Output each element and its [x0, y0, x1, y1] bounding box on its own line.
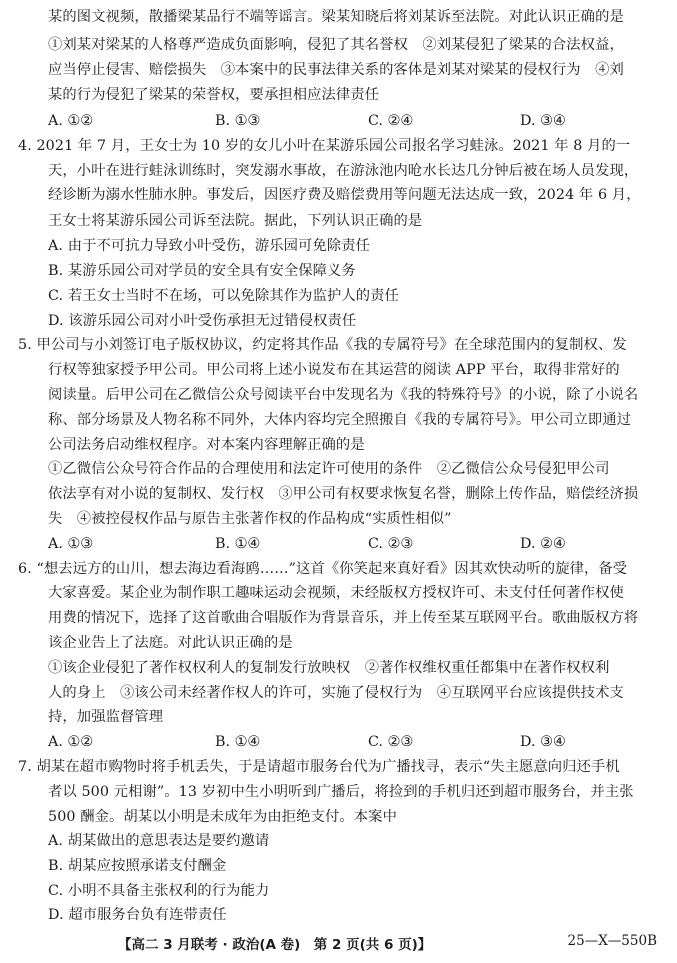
question-stem-line: 公司法务启动维权程序。对本案内容理解正确的是 [48, 437, 365, 453]
option-b: B. ①③ [215, 113, 261, 129]
question-stem-line: 经诊断为溺水性肺水肿。事发后，因医疗费及赔偿费用等问题无法达成一致，2024 年 6 月， [48, 187, 641, 203]
option-c: C. ②③ [368, 734, 414, 750]
option-a: A. 由于不可抗力导致小叶受伤，游乐园可免除责任 [48, 238, 371, 254]
question-stem-line: 6. “想去远方的山川，想去海边看海鸥……”这首《你笑起来真好看》因其欢快动听的旋律，备受 [18, 561, 628, 577]
option-d: D. ③④ [520, 113, 566, 129]
question-stem-line: 行权等独家授予甲公司。甲公司将上述小说发布在其运营的阅读 APP 平台，取得非常好的 [48, 362, 620, 378]
text-line: 应当停止侵害、赔偿损失 ③本案中的民事法律关系的客体是刘某对梁某的侵权行为 ④刘 [48, 62, 624, 78]
option-d: D. ③④ [520, 734, 566, 750]
question-stem-line: 阅读量。后甲公司在乙微信公众号阅读平台中发现名为《我的特殊符号》的小说，除了小说名 [48, 387, 639, 403]
question-stem-line: 大家喜爱。某企业为制作职工趣味运动会视频，未经版权方授权许可、未支付任何著作权使 [48, 585, 624, 601]
option-d: D. 超市服务台负有连带责任 [48, 907, 227, 923]
page-footer [0, 933, 677, 953]
option-b: B. ①④ [215, 734, 261, 750]
question-stem-line: 500 酬金。胡某以小明是未成年为由拒绝支付。本案中 [48, 809, 397, 825]
question-stem-line: 用费的情况下，选择了这首歌曲合唱版作为背景音乐，并上传至某互联网平台。歌曲版权方将 [48, 610, 639, 626]
question-stem-line: 5. 甲公司与小刘签订电子版权协议，约定将其作品《我的专属符号》在全球范围内的复制权、发 [18, 337, 627, 353]
footer-exam-info: 【高二 3 月联考 · 政治(A 卷) 第 2 页(共 6 页)】 [118, 937, 432, 953]
question-stem-line: 人的身上 ③该公司未经著作权人的许可，实施了侵权行为 ④互联网平台应该提供技术支 [48, 685, 624, 701]
answer-options [48, 733, 661, 751]
option-d: D. ②④ [520, 536, 566, 552]
question-stem-line: 王女士将某游乐园公司诉至法院。据此，下列认识正确的是 [48, 213, 423, 229]
question-stem-line: 称、部分场景及人物名称不同外，大体内容均完全照搬自《我的专属符号》。甲公司立即通过 [48, 412, 632, 428]
question-stem-line: 依法享有对小说的复制权、发行权 ③甲公司有权要求恢复名誉，删除上传作品，赔偿经济损 [48, 486, 639, 502]
text-line: 某的行为侵犯了梁某的荣誉权，要承担相应法律责任 [48, 87, 380, 103]
answer-options [48, 535, 661, 553]
option-c: C. 小明不具备主张权利的行为能力 [48, 883, 270, 899]
option-c: C. ②③ [368, 536, 414, 552]
footer-code: 25—X—550B [567, 933, 657, 949]
question-stem-line: ①该企业侵犯了著作权权利人的复制发行放映权 ②著作权维权重任都集中在著作权权利 [48, 660, 610, 676]
option-c: C. ②④ [368, 113, 414, 129]
question-stem-line: ①乙微信公众号符合作品的合理使用和法定许可使用的条件 ②乙微信公众号侵犯甲公司 [48, 461, 610, 477]
option-d: D. 该游乐园公司对小叶受伤承担无过错侵权责任 [48, 313, 357, 329]
text-line: 某的图文视频，散播梁某品行不端等谣言。梁某知晓后将刘某诉至法院。对此认识正确的是 [48, 9, 624, 25]
text-line: ①刘某对梁某的人格尊严造成负面影响，侵犯了其名誉权 ②刘某侵犯了梁某的合法权益， [48, 37, 624, 53]
option-b: B. 某游乐园公司对学员的安全具有安全保障义务 [48, 263, 356, 279]
question-stem-line: 该企业告上了法庭。对此认识正确的是 [48, 635, 293, 651]
option-a: A. ①② [48, 113, 94, 129]
option-b: B. 胡某应按照承诺支付酬金 [48, 858, 227, 874]
option-a: A. 胡某做出的意思表达是要约邀请 [48, 833, 270, 849]
question-stem-line: 失 ④被控侵权作品与原告主张著作权的作品构成“实质性相似” [48, 511, 452, 527]
option-a: A. ①② [48, 734, 94, 750]
option-b: B. ①④ [215, 536, 261, 552]
question-stem-line: 7. 胡某在超市购物时将手机丢失，于是请超市服务台代为广播找寻，表示“失主愿意向归还手机 [18, 759, 620, 775]
question-stem-line: 天，小叶在进行蛙泳训练时，突发溺水事故，在游泳池内呛水长达几分钟后被在场人员发现， [48, 163, 639, 179]
option-c: C. 若王女士当时不在场，可以免除其作为监护人的责任 [48, 288, 399, 304]
option-a: A. ①③ [48, 536, 94, 552]
answer-options [48, 112, 661, 130]
question-stem-line: 4. 2021 年 7 月，王女士为 10 岁的女儿小叶在某游乐园公司报名学习蛙泳。2021 年 8 月的一 [18, 138, 631, 154]
question-stem-line: 持，加强监督管理 [48, 709, 164, 725]
question-stem-line: 者以 500 元相谢”。13 岁初中生小明听到广播后，将捡到的手机归还到超市服务台，并主张 [48, 784, 634, 800]
